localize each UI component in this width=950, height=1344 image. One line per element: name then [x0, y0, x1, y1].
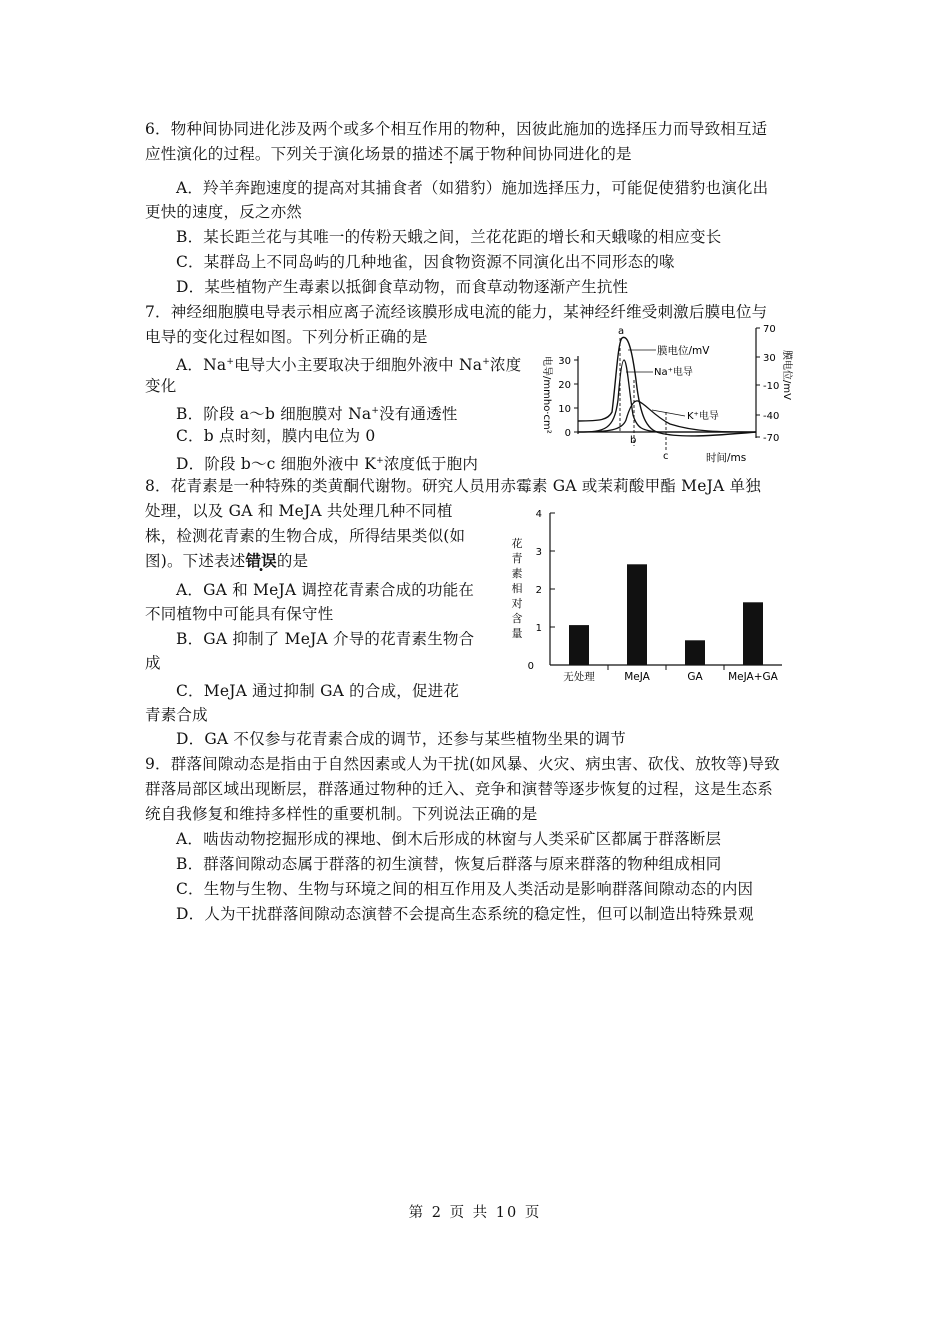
q6-option-a-line-1: A．羚羊奔跑速度的提高对其捕食者（如猎豹）施加选择压力，可能促使猎豹也演化出 — [176, 179, 769, 197]
bar-1 — [569, 625, 589, 665]
q8-stem-line-1: 8．花青素是一种特殊的类黄酮代谢物。研究人员用赤霉素 GA 或茉莉酸甲酯 MeJA 单独 — [145, 477, 761, 495]
q6-stem-line-1: 6．物种间协同进化涉及两个或多个相互作用的物种，因彼此施加的选择压力而导致相互适 — [145, 120, 768, 138]
left-axis-label: 电导/mmho·cm² — [541, 356, 552, 434]
q8-bar-chart — [500, 505, 790, 690]
bar-3 — [685, 640, 705, 665]
right-axis-label: 膜电位/mV — [781, 350, 792, 400]
q8-option-b-line-2: 成 — [145, 654, 161, 672]
x-axis-label: 时间/ms — [706, 452, 747, 464]
bar-2 — [627, 564, 647, 665]
y-ticks — [528, 509, 555, 672]
q8-emphasis-wrong: 错误 — [245, 551, 277, 570]
q7-option-c: C．b 点时刻，膜内电位为 0 — [176, 427, 376, 445]
q9-option-c: C．生物与生物、生物与环境之间的相互作用及人类活动是影响群落间隙动态的内因 — [176, 880, 754, 898]
q8-stem-line-4: 图)。下述表述错误的是 — [145, 551, 309, 570]
x-labels — [563, 665, 778, 683]
q9-stem-line-3: 统自我修复和维持多样性的重要机制。下列说法正确的是 — [145, 805, 538, 823]
x-category-label: 无处理 — [563, 671, 595, 683]
point-c-label: c — [663, 451, 669, 462]
q9-option-b: B．群落间隙动态属于群落的初生演替，恢复后群落与原来群落的物种组成相同 — [176, 855, 722, 873]
q7-option-a-line-1: A．Na+电导大小主要取决于细胞外液中 Na+浓度 — [176, 356, 522, 375]
q7-figure — [530, 320, 800, 468]
y-label-char: 花 — [511, 537, 523, 550]
bar-4 — [743, 602, 763, 665]
legend-k-conductance: K⁺电导 — [687, 411, 719, 422]
q7-stem-line-2: 电导的变化过程如图。下列分析正确的是 — [145, 328, 428, 346]
y-label-char: 量 — [511, 627, 523, 640]
y-tick-label: 4 — [535, 509, 542, 520]
q8-option-a-line-1: A．GA 和 MeJA 调控花青素合成的功能在 — [176, 581, 475, 599]
q8-stem-line-2: 处理，以及 GA 和 MeJA 共处理几种不同植 — [145, 502, 453, 520]
right-tick-label: 70 — [763, 324, 776, 335]
x-category-label: GA — [687, 671, 703, 683]
left-tick-label: 30 — [558, 356, 571, 367]
q7-option-b: B．阶段 a～b 细胞膜对 Na+没有通透性 — [176, 405, 458, 424]
q6-stem-line-2: 应性演化的过程。下列关于演化场景的描述不属于物种间协同进化的是 — [145, 145, 632, 163]
q7-stem-line-1: 7．神经细胞膜电导表示相应离子流经该膜形成电流的能力，某神经纤维受刺激后膜电位与 — [145, 303, 768, 321]
q7-option-d: D．阶段 b～c 细胞外液中 K+浓度低于胞内 — [176, 455, 479, 474]
x-category-label: MeJA+GA — [728, 671, 778, 683]
q6-emphasis-not: 不 — [443, 145, 460, 163]
q8-bar-chart-svg — [500, 505, 790, 690]
right-tick-label: -10 — [763, 381, 780, 392]
left-tick-label: 10 — [558, 404, 571, 415]
left-tick-label: 20 — [558, 380, 571, 391]
q6-option-b: B．某长距兰花与其唯一的传粉天蛾之间，兰花花距的增长和天蛾喙的相应变长 — [176, 228, 722, 246]
q8-option-c-line-1: C．MeJA 通过抑制 GA 的合成，促进花 — [176, 682, 460, 700]
y-tick-label: 2 — [535, 585, 542, 596]
y-tick-label: 3 — [535, 547, 542, 558]
y-label-char: 青 — [511, 552, 523, 565]
y-label-char: 相 — [511, 582, 523, 595]
y-tick-label: 0 — [527, 661, 534, 672]
right-tick-label: -70 — [763, 433, 780, 444]
k-conductance-curve — [578, 401, 756, 432]
q9-option-a: A．啮齿动物挖掘形成的裸地、倒木后形成的林窗与人类采矿区都属于群落断层 — [176, 830, 722, 848]
page-footer: 第 2 页 共 10 页 — [408, 1205, 542, 1221]
q7-figure-svg — [530, 320, 800, 468]
bars — [569, 564, 763, 665]
legend-na-conductance: Na⁺电导 — [654, 367, 693, 378]
point-b-label: b — [630, 435, 637, 446]
legend-membrane-potential: 膜电位/mV — [657, 345, 710, 357]
q9-stem-line-2: 群落局部区域出现断层，群落通过物种的迁入、竞争和演替等逐步恢复的过程，这是生态系 — [145, 780, 774, 798]
y-axis-label — [512, 536, 523, 640]
q9-option-d: D．人为干扰群落间隙动态演替不会提高生态系统的稳定性，但可以制造出特殊景观 — [176, 905, 754, 923]
y-tick-label: 1 — [535, 623, 542, 634]
q8-option-b-line-1: B．GA 抑制了 MeJA 介导的花青素生物合 — [176, 630, 475, 648]
q8-option-d: D．GA 不仅参与花青素合成的调节，还参与某些植物坐果的调节 — [176, 730, 626, 748]
point-a-label: a — [618, 326, 625, 337]
q8-stem-line-3: 株，检测花青素的生物合成，所得结果类似(如 — [145, 527, 466, 545]
q7-option-a-line-2: 变化 — [145, 377, 177, 395]
q6-option-c: C．某群岛上不同岛屿的几种地雀，因食物资源不同演化出不同形态的喙 — [176, 253, 675, 271]
left-tick-label: 0 — [564, 428, 571, 439]
y-label-char: 素 — [511, 567, 523, 580]
q8-option-c-line-2: 青素合成 — [145, 706, 208, 724]
q6-option-a-line-2: 更快的速度，反之亦然 — [145, 203, 303, 221]
right-tick-label: -40 — [763, 411, 780, 422]
right-tick-label: 30 — [763, 353, 776, 364]
y-label-char: 对 — [511, 597, 523, 610]
q8-option-a-line-2: 不同植物中可能具有保守性 — [145, 605, 334, 623]
q9-stem-line-1: 9．群落间隙动态是指由于自然因素或人为干扰(如风暴、火灾、病虫害、砍伐、放牧等)导致 — [145, 755, 780, 773]
x-category-label: MeJA — [624, 671, 650, 683]
q6-option-d: D．某些植物产生毒素以抵御食草动物，而食草动物逐渐产生抗性 — [176, 278, 629, 296]
y-label-char: 含 — [511, 612, 523, 625]
